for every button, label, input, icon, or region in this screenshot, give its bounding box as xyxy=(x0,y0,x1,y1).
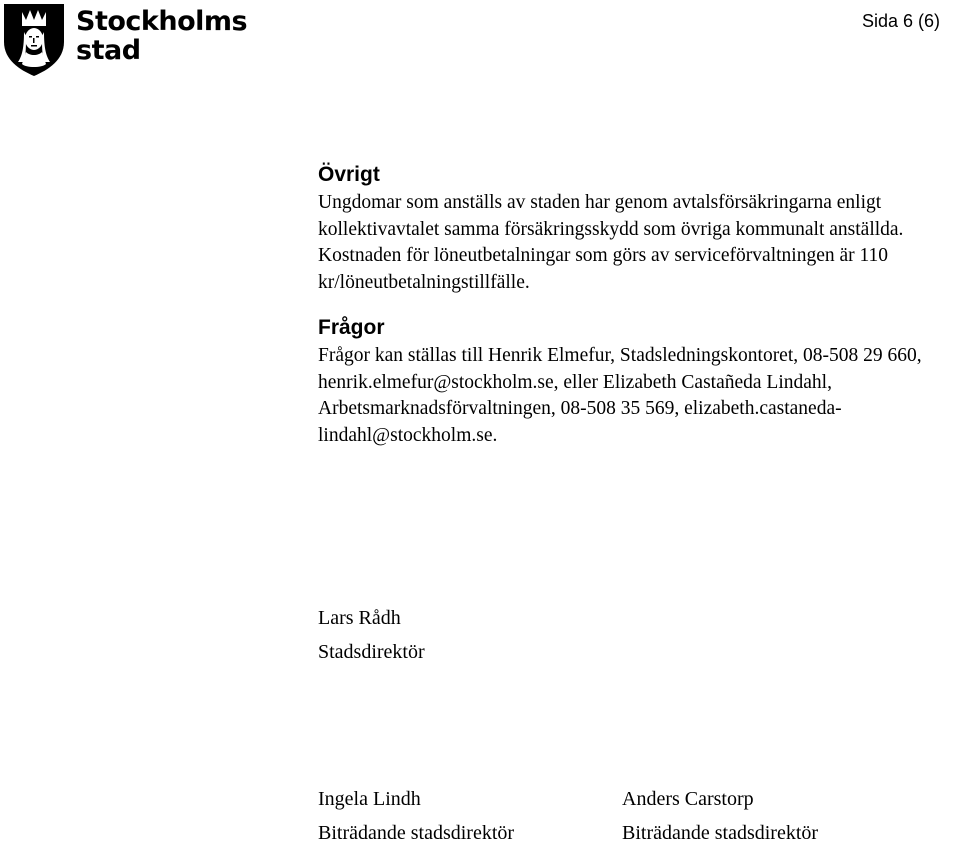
section-heading-fragor: Frågor xyxy=(318,316,385,339)
logo-wordmark xyxy=(76,8,247,64)
section-body-ovrigt: Ungdomar som anställs av staden har genom avtalsförsäkringarna enligt kollektivavtalet samma försäkringsskydd som övriga kommunalt anställda. Kostnaden för löneutbetalningar som görs av serviceförvaltningen är 110 kr/löneutbetalningstillfälle. xyxy=(318,192,904,293)
signature-right-title: Biträdande stadsdirektör xyxy=(622,822,819,844)
signature-main-name: Lars Rådh xyxy=(318,607,401,629)
signature-right-name: Anders Carstorp xyxy=(622,788,754,810)
signature-left-name: Ingela Lindh xyxy=(318,788,421,810)
signature-main xyxy=(318,601,425,669)
signature-main-title: Stadsdirektör xyxy=(318,641,425,663)
section-body-fragor: Frågor kan ställas till Henrik Elmefur, Stadsledningskontoret, 08-508 29 660, henrik.elmefur@stockholm.se, eller Elizabeth Castañeda Lindahl, Arbetsmarknadsförvaltningen, 08-508 35 569, elizabeth.castaneda-lindahl@stockholm.se. xyxy=(318,345,922,446)
signature-left xyxy=(318,782,514,850)
signature-left-title: Biträdande stadsdirektör xyxy=(318,822,515,844)
section-heading-ovrigt: Övrigt xyxy=(318,163,380,186)
page-indicator: Sida 6 (6) xyxy=(861,11,940,31)
logo-line-2: stad xyxy=(76,35,141,66)
organization-logo xyxy=(2,2,248,80)
stockholm-crest-icon xyxy=(2,2,66,78)
signature-right xyxy=(622,782,818,850)
logo-line-1: Stockholms xyxy=(76,6,248,37)
